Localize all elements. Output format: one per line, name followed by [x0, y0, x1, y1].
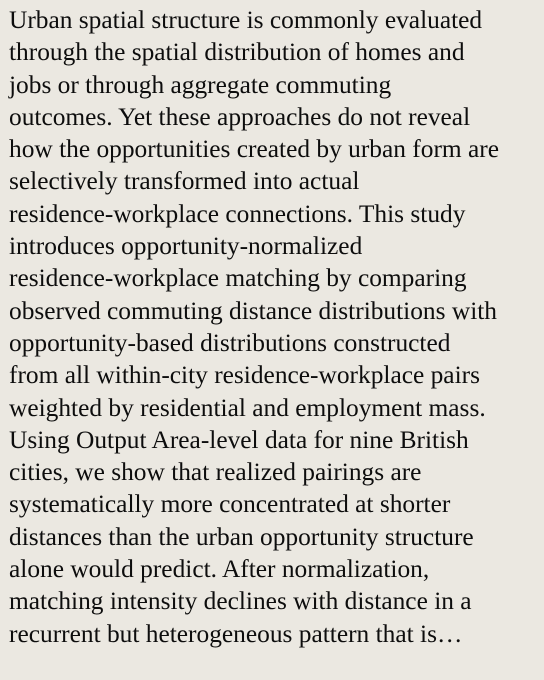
abstract-line: observed commuting distance distributions with: [9, 296, 498, 325]
abstract-line: jobs or through aggregate commuting: [9, 70, 392, 99]
abstract-line: from all within-city residence-workplace pairs: [9, 361, 480, 390]
abstract-line: how the opportunities created by urban form are: [9, 135, 500, 164]
abstract-line: alone would predict. After normalization,: [9, 555, 430, 584]
abstract-line: Urban spatial structure is commonly evaluated: [9, 6, 483, 34]
abstract-line: introduces opportunity-normalized: [9, 232, 363, 261]
abstract-line: matching intensity declines with distance in a: [9, 587, 472, 616]
abstract-line: selectively transformed into actual: [9, 167, 360, 196]
abstract-line: residence-workplace matching by comparing: [9, 264, 467, 293]
abstract-text: [9, 4, 539, 650]
abstract-line: residence-workplace connections. This study: [9, 199, 466, 228]
abstract-line: Using Output Area-level data for nine British: [9, 425, 469, 454]
abstract-line: through the spatial distribution of homes and: [9, 38, 465, 67]
abstract-line: distances than the urban opportunity structure: [9, 522, 474, 551]
abstract-line: weighted by residential and employment mass.: [9, 393, 486, 422]
abstract-line: recurrent but heterogeneous pattern that is…: [9, 619, 463, 648]
abstract-line: systematically more concentrated at shorter: [9, 490, 451, 519]
abstract-line: opportunity-based distributions constructed: [9, 328, 451, 357]
abstract-line: outcomes. Yet these approaches do not reveal: [9, 102, 471, 131]
abstract-line: cities, we show that realized pairings are: [9, 458, 422, 487]
